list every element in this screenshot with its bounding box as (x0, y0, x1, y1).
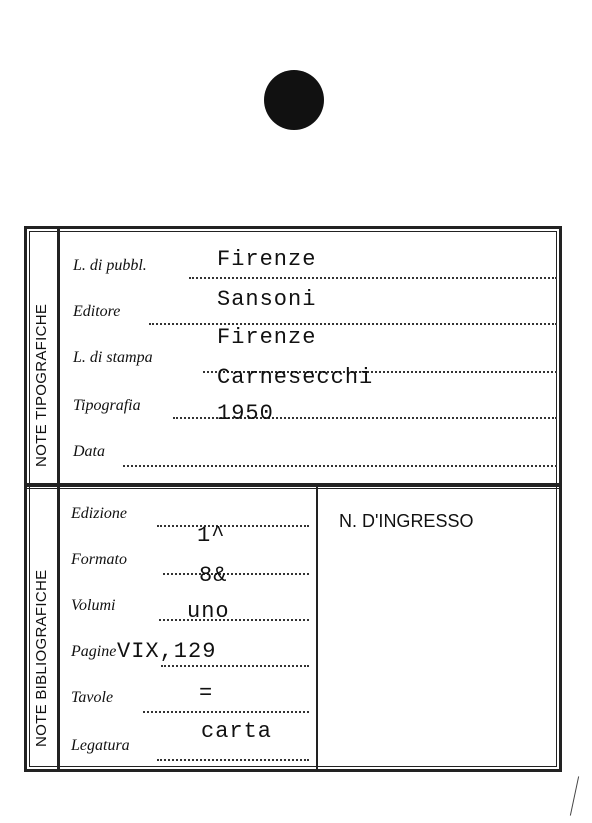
formato-line (163, 573, 309, 575)
section-divider (27, 483, 559, 487)
punch-hole (264, 70, 324, 130)
note-bibliografiche-title: NOTE BIBLIOGRAFICHE (33, 569, 50, 747)
edizione-value: 1^ (197, 523, 226, 548)
formato-label: Formato (71, 551, 127, 568)
note-tipografiche-title: NOTE TIPOGRAFICHE (33, 303, 50, 467)
data-label: Data (73, 443, 105, 460)
tavole-value: = (199, 681, 214, 706)
volumi-line (159, 619, 309, 621)
legatura-label: Legatura (71, 737, 130, 754)
catalog-card (24, 226, 562, 772)
side-column-divider (57, 229, 60, 769)
section-divider-thin (27, 488, 559, 489)
l-stampa-value: Firenze (217, 325, 317, 350)
legatura-line (157, 759, 309, 761)
tavole-line (143, 711, 309, 713)
data-value: 1950 (217, 401, 274, 426)
editore-value: Sansoni (217, 287, 317, 312)
editore-label: Editore (73, 303, 121, 320)
edge-mark (570, 776, 579, 815)
l-pubbl-line (189, 277, 557, 279)
volumi-value: uno (187, 599, 230, 624)
edizione-line (157, 525, 309, 527)
pagine-label: Pagine (71, 643, 117, 660)
tipografia-label: Tipografia (73, 397, 141, 414)
formato-value: 8& (199, 563, 228, 588)
l-pubbl-label: L. di pubbl. (73, 257, 147, 274)
pagine-value: VIX,129 (117, 639, 217, 664)
data-line (123, 465, 557, 467)
edizione-label: Edizione (71, 505, 127, 522)
legatura-value: carta (201, 719, 273, 744)
l-stampa-label: L. di stampa (73, 349, 153, 366)
volumi-label: Volumi (71, 597, 116, 614)
editore-line (149, 323, 557, 325)
tavole-label: Tavole (71, 689, 114, 706)
l-pubbl-value: Firenze (217, 247, 317, 272)
ingresso-column-divider (316, 487, 318, 769)
tipografia-value: Carnesecchi (217, 365, 374, 390)
ingresso-label: N. D'INGRESSO (339, 511, 474, 531)
pagine-line (161, 665, 309, 667)
